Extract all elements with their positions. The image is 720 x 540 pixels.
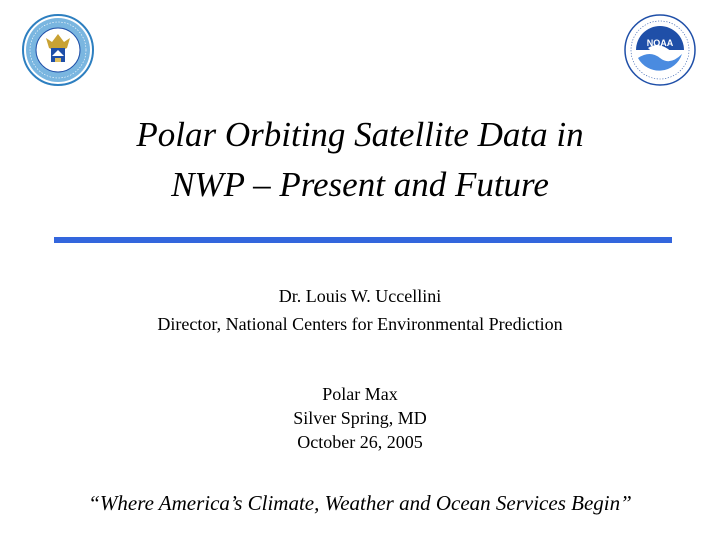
- author-position: Director, National Centers for Environmental Prediction: [157, 314, 563, 334]
- author-name: Dr. Louis W. Uccellini: [278, 286, 442, 306]
- tagline: “Where America’s Climate, Weather and Ocean Services Begin”: [88, 491, 632, 515]
- event-block: [0, 382, 720, 454]
- event-location: Silver Spring, MD: [293, 408, 427, 428]
- department-of-commerce-seal-icon: [22, 14, 94, 86]
- event-date: October 26, 2005: [297, 432, 423, 452]
- author-block: [0, 282, 720, 338]
- slide-title: [0, 110, 720, 210]
- title-divider: [54, 237, 672, 243]
- noaa-logo-icon: [624, 14, 696, 86]
- title-line-2: NWP – Present and Future: [171, 165, 549, 204]
- event-name: Polar Max: [322, 384, 398, 404]
- title-line-1: Polar Orbiting Satellite Data in: [136, 115, 584, 154]
- noaa-logo-text: NOAA: [646, 38, 674, 48]
